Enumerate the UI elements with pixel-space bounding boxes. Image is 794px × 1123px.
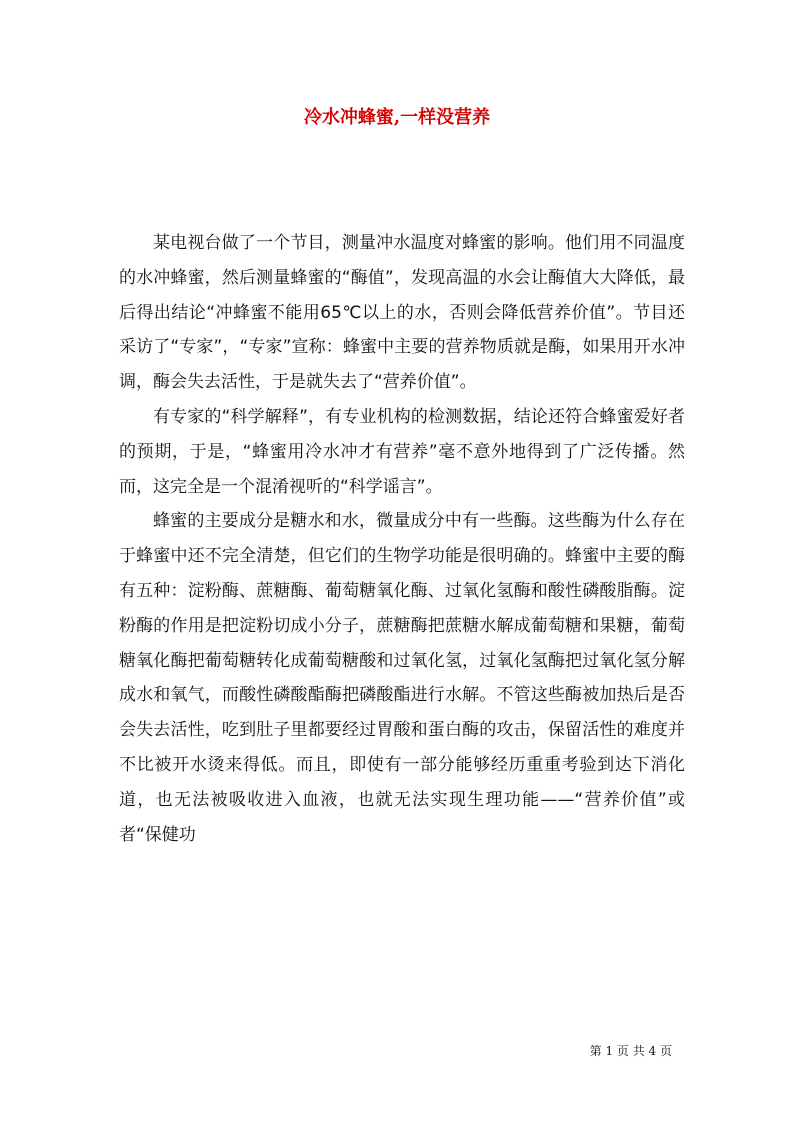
paragraph: 蜂蜜的主要成分是糖水和水，微量成分中有一些酶。这些酶为什么存在于蜂蜜中还不完全清楚，但它们的生物学功能是很明确的。蜂蜜中主要的酶有五种：淀粉酶、蔗糖酶、葡萄糖氧化酶、过氧化氢酶和酸性磷酸脂酶。淀粉酶的作用是把淀粉切成小分子，蔗糖酶把蔗糖水解成葡萄糖和果糖，葡萄糖氧化酶把葡萄糖转化成葡萄糖酸和过氧化氢，过氧化氢酶把过氧化氢分解成水和氧气，而酸性磷酸酯酶把磷酸酯进行水解。不管这些酶被加热后是否会失去活性，吃到肚子里都要经过胃酸和蛋白酶的攻击，保留活性的难度并不比被开水烫来得低。而且，即使有一部分能够经历重重考验到达下消化道，也无法被吸收进入血液，也就无法实现生理功能——“营养价值”或者“保健功 — [119, 511, 685, 845]
document-title: 冷水冲蜂蜜,一样没营养 — [303, 107, 491, 128]
document-body — [119, 226, 685, 852]
page-number-footer: 第 1 页 共 4 页 — [589, 1044, 672, 1058]
paragraph: 某电视台做了一个节目，测量冲水温度对蜂蜜的影响。他们用不同温度的水冲蜂蜜，然后测量蜂蜜的“酶值”，发现高温的水会让酶值大大降低，最后得出结论“冲蜂蜜不能用65℃以上的水，否则会降低营养价值”。节目还采访了“专家”，“专家”宣称：蜂蜜中主要的营养物质就是酶，如果用开水冲调，酶会失去活性，于是就失去了“营养价值”。 — [119, 233, 685, 393]
paragraph: 有专家的“科学解释”，有专业机构的检测数据，结论还符合蜂蜜爱好者的预期，于是，“蜂蜜用冷水冲才有营养”毫不意外地得到了广泛传播。然而，这完全是一个混淆视听的“科学谣言”。 — [119, 406, 685, 497]
